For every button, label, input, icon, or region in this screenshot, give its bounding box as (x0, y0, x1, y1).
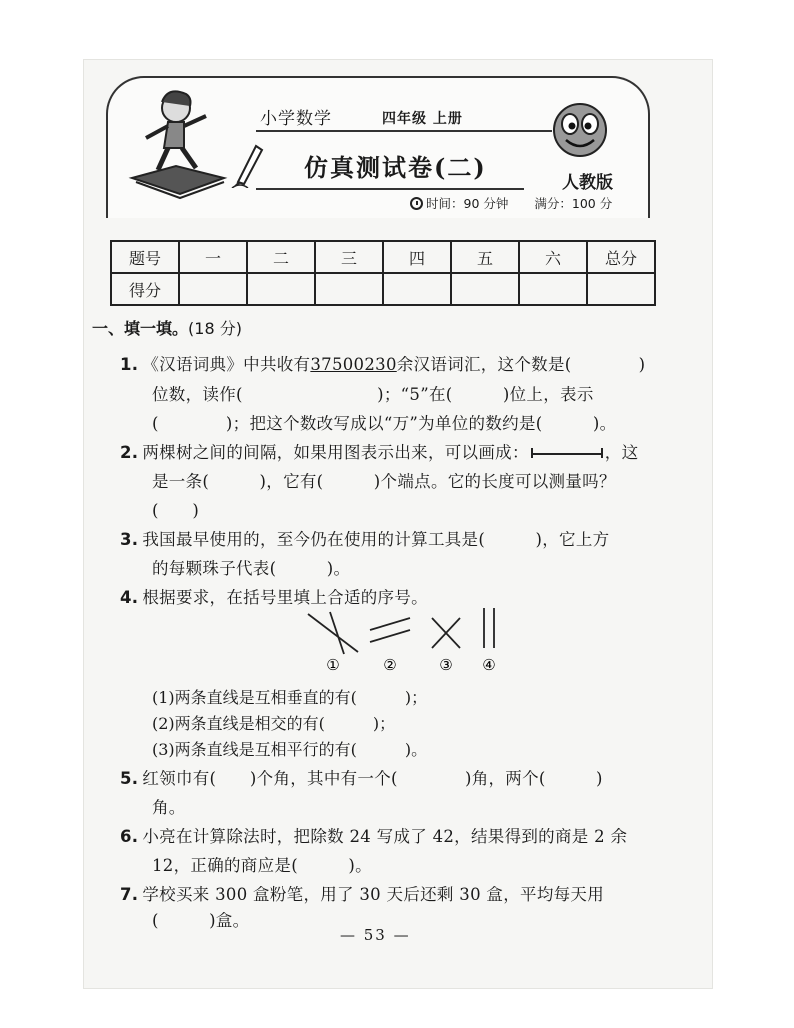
question-4-sub-3: (3)两条直线是互相平行的有( )。 (152, 740, 428, 759)
question-text: 《汉语词典》中共收有 (142, 355, 311, 374)
score-table-header-row (111, 241, 655, 273)
question-1-line-1 (120, 350, 645, 379)
clock-icon (410, 197, 423, 210)
score-entry-cell[interactable] (179, 273, 247, 305)
header-banner (106, 76, 656, 218)
question-3-line-1 (120, 525, 609, 554)
question-text: ，这 (604, 443, 639, 462)
figure-label-2: ② (383, 656, 397, 674)
score-cell: 三 (315, 241, 383, 273)
boy-on-book-icon (124, 82, 234, 202)
score-cell: 总分 (587, 241, 655, 273)
full-marks-label: 满分：100 分 (534, 196, 613, 211)
section-title-text: 一、填一填。 (92, 319, 189, 338)
underlined-number: 37500230 (310, 355, 397, 374)
line-pairs-figure (300, 604, 520, 674)
question-text: 学校买来 300 盒粉笔，用了 30 天后还剩 30 盒，平均每天用 (142, 885, 605, 904)
question-number: 3. (120, 530, 139, 549)
line-segment-icon (529, 445, 605, 459)
figure-label-3: ③ (439, 656, 453, 674)
edition-label: 人教版 (562, 173, 613, 193)
question-number: 5. (120, 769, 139, 788)
question-4-sub-2: (2)两条直线是相交的有( )； (152, 714, 396, 733)
section-title (92, 316, 242, 339)
score-cell: 五 (451, 241, 519, 273)
question-5-line-1 (120, 764, 603, 793)
score-entry-cell[interactable] (247, 273, 315, 305)
score-entry-cell[interactable] (383, 273, 451, 305)
figure-label-4: ④ (482, 656, 496, 674)
question-7-line-2: ( )盒。 (152, 911, 250, 930)
score-entry-cell[interactable] (587, 273, 655, 305)
pencil-icon (230, 138, 264, 188)
question-2-line-1 (120, 438, 638, 467)
figure-label-1: ① (326, 656, 340, 674)
score-cell: 一 (179, 241, 247, 273)
question-3-line-2: 的每颗珠子代表( )。 (152, 559, 351, 578)
score-cell: 题号 (111, 241, 179, 273)
smiley-ball-icon (544, 96, 624, 166)
line-pair-2-b (370, 630, 410, 642)
score-table (110, 240, 656, 306)
grade-label: 四年级 上册 (382, 111, 463, 127)
question-5-line-2: 角。 (152, 798, 186, 817)
score-cell: 二 (247, 241, 315, 273)
exam-title: 仿真测试卷(二) (304, 153, 487, 182)
score-table-score-row (111, 273, 655, 305)
question-7-line-1 (120, 880, 604, 909)
question-number: 2. (120, 443, 139, 462)
question-1-line-3: ( )；把这个数改写成以“万”为单位的数约是( )。 (152, 414, 617, 433)
page-number: — 53 — (340, 926, 411, 944)
line-pair-2-a (370, 618, 410, 630)
section-points: (18 分) (188, 319, 242, 338)
question-text: 余汉语词汇，这个数是( ) (396, 355, 646, 374)
question-number: 4. (120, 588, 139, 607)
time-label: 时间：90 分钟 (426, 196, 509, 211)
score-cell: 六 (519, 241, 587, 273)
question-4-sub-1: (1)两条直线是互相垂直的有( )； (152, 688, 428, 707)
score-entry-cell[interactable] (315, 273, 383, 305)
score-cell: 得分 (111, 273, 179, 305)
banner-rule-top (256, 130, 552, 132)
subject-label: 小学数学 (260, 109, 332, 129)
question-text: 根据要求，在括号里填上合适的序号。 (142, 588, 428, 607)
score-entry-cell[interactable] (519, 273, 587, 305)
question-text: 我国最早使用的，至今仍在使用的计算工具是( )，它上方 (142, 530, 610, 549)
question-number: 6. (120, 827, 139, 846)
question-2-line-3: ( ) (152, 501, 200, 520)
score-entry-cell[interactable] (451, 273, 519, 305)
question-6-line-1 (120, 822, 627, 851)
question-text: 两棵树之间的间隔，如果用图表示出来，可以画成： (142, 443, 529, 462)
question-text: 小亮在计算除法时，把除数 24 写成了 42，结果得到的商是 2 余 (142, 827, 628, 846)
question-2-line-2: 是一条( )，它有( )个端点。它的长度可以测量吗？ (152, 472, 616, 491)
question-6-line-2: 12，正确的商应是( )。 (152, 856, 372, 875)
question-number: 1. (120, 355, 139, 374)
question-number: 7. (120, 885, 139, 904)
question-1-line-2: 位数，读作( )；“5”在( )位上，表示 (152, 385, 594, 404)
question-text: 红领巾有( )个角，其中有一个( )角，两个( ) (142, 769, 603, 788)
exam-meta (410, 194, 612, 212)
banner-rule-bottom (256, 188, 524, 190)
score-cell: 四 (383, 241, 451, 273)
